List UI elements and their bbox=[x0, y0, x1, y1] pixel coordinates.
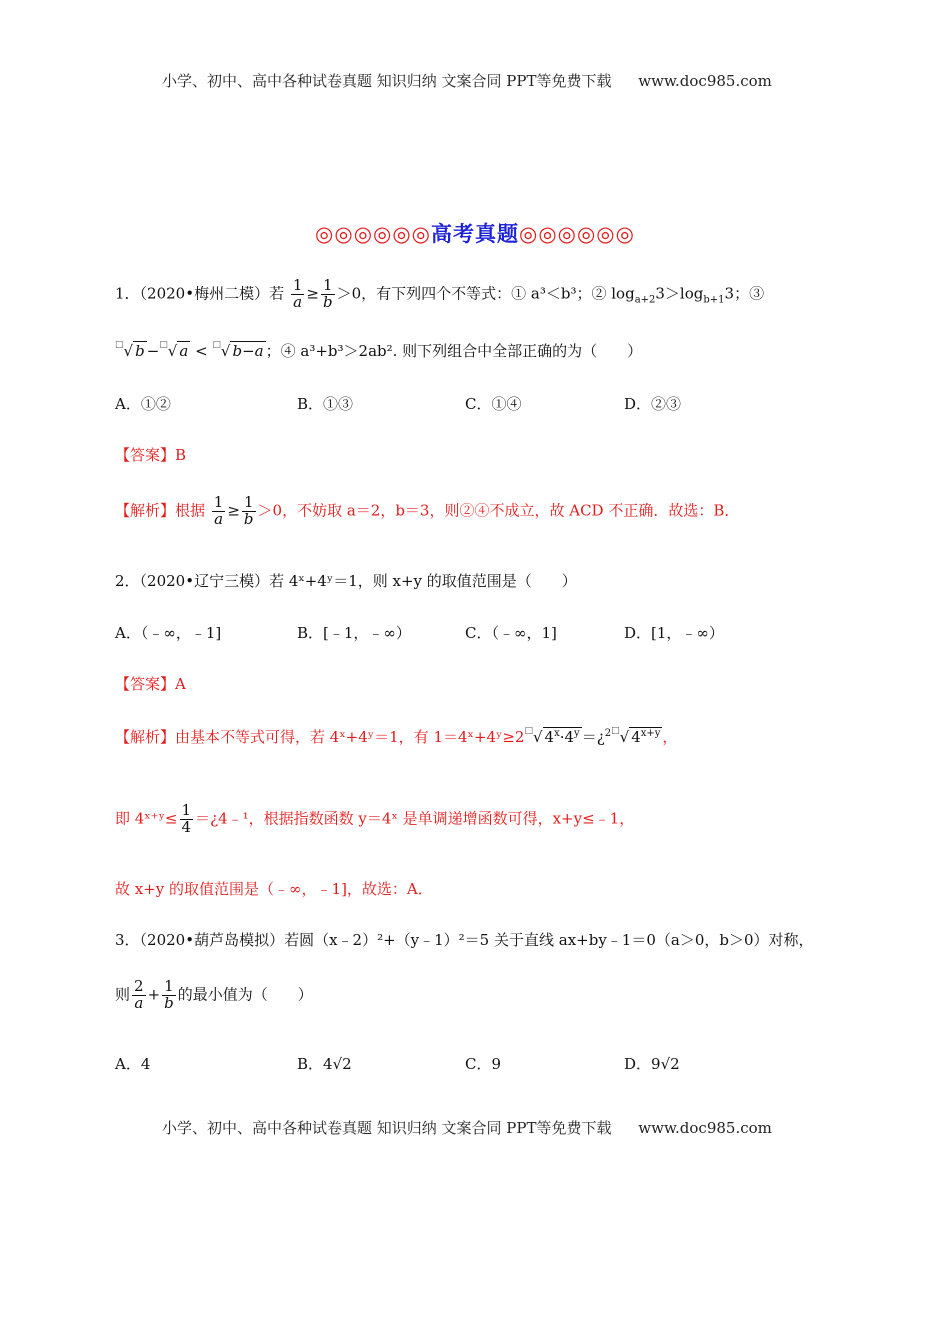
q1-analysis-tail: ＞0，不妨取 a＝2，b＝3，则②④不成立，故 ACD 不正确．故选：B． bbox=[257, 501, 740, 520]
q1-mid: ，有下列四个不等式：① a³＜b³；② log bbox=[361, 284, 635, 303]
page-header bbox=[162, 70, 772, 91]
q3-line2-head: 则 bbox=[115, 985, 131, 1004]
q1-option-a[interactable]: A．①② bbox=[115, 395, 171, 413]
q1-analysis-frac-a: $\frac{1}{a}$ bbox=[213, 493, 224, 528]
q1-option-d[interactable]: D．②③ bbox=[624, 395, 682, 413]
header-url[interactable]: www.doc985.com bbox=[638, 72, 772, 90]
q2-answer: 【答案】A bbox=[115, 675, 186, 693]
section-title bbox=[0, 218, 950, 248]
q1-option-b[interactable]: B．①③ bbox=[297, 395, 354, 413]
q2-analysis2-tail: ＝¿4﹣¹，根据指数函数 y＝4ˣ 是单调递增函数可得，x+y≤﹣1， bbox=[195, 809, 635, 828]
q1-frac-1b: $\frac{1}{b}$ bbox=[322, 276, 333, 311]
q2-option-d[interactable]: D．[1，﹣∞） bbox=[624, 624, 724, 642]
q3-option-a[interactable]: A．4 bbox=[115, 1055, 151, 1073]
title-right-marks: ◎◎◎◎◎◎ bbox=[519, 222, 635, 246]
q1-line1: 1．（2020•梅州二模）若 $\frac{1}{a}$ ≥ $\frac{1}{b}$ ＞0，有下列四个不等式：① a³＜b³；② $\log_{a+2}3>\log_{b+1}3$；③ bbox=[115, 276, 765, 311]
q3-option-c[interactable]: C．9 bbox=[465, 1055, 502, 1073]
q2-analysis-line3: 故 x+y 的取值范围是（﹣∞，﹣1]，故选：A． bbox=[115, 880, 433, 898]
q2-analysis1: 【解析】由基本不等式可得，若 4ˣ+4ʸ＝1，有 1＝4ˣ+4ʸ≥2 bbox=[115, 728, 525, 746]
q1-intro: 1．（2020•梅州二模）若 bbox=[115, 284, 285, 303]
q2-analysis-line1: 【解析】由基本不等式可得，若 4ˣ+4ʸ＝1，有 1＝4ˣ+4ʸ≥2□√ $4^x\cdot 4^y$ ＝¿$^{2□}$√ $4^{x+y}$ ， bbox=[115, 726, 678, 746]
q2-analysis2-head: 即 4ˣ⁺ʸ≤ bbox=[115, 809, 178, 828]
footer-url[interactable]: www.doc985.com bbox=[638, 1119, 772, 1137]
q3-line2: 则 $\frac{2}{a}$ + $\frac{1}{b}$ 的最小值为（ ） bbox=[115, 977, 313, 1012]
title-left-marks: ◎◎◎◎◎◎ bbox=[315, 222, 431, 246]
q1-option-c[interactable]: C．①④ bbox=[465, 395, 522, 413]
q3-frac-2a: $\frac{2}{a}$ bbox=[134, 977, 144, 1012]
q3-frac-1b: $\frac{1}{b}$ bbox=[164, 977, 174, 1012]
q1-answer: 【答案】B bbox=[115, 446, 187, 464]
q1-analysis-frac-b: $\frac{1}{b}$ bbox=[243, 493, 254, 528]
q2-root-expr: □√ $4^x\cdot 4^y$ ＝¿$^{2□}$√ $4^{x+y}$ bbox=[524, 726, 661, 746]
page-footer bbox=[162, 1117, 772, 1138]
q3-option-b[interactable]: B．4√2 bbox=[297, 1055, 352, 1073]
q3-option-d[interactable]: D．9√2 bbox=[624, 1055, 680, 1073]
q1-analysis: 【解析】根据 $\frac{1}{a}$ ≥ $\frac{1}{b}$ ＞0，不妨取 a＝2，b＝3，则②④不成立，故 ACD 不正确．故选：B． bbox=[115, 493, 740, 528]
q1-tail: 3；③ bbox=[724, 284, 765, 303]
q3-line2-tail: 的最小值为（ ） bbox=[177, 985, 313, 1004]
q2-frac-quarter: $\frac{1}{4}$ bbox=[181, 801, 192, 836]
header-text: 小学、初中、高中各种试卷真题 知识归纳 文案合同 PPT等免费下载 bbox=[162, 72, 612, 90]
q3-stem: 3．（2020•葫芦岛模拟）若圆（x﹣2）²+（y﹣1）²＝5 关于直线 ax+by﹣1＝0（a＞0，b＞0）对称， bbox=[115, 931, 814, 949]
q2-option-a[interactable]: A．（﹣∞，﹣1] bbox=[115, 624, 222, 642]
q1-root-expr: □√ b −□√ a < □√ b−a bbox=[115, 340, 264, 360]
q2-option-c[interactable]: C．（﹣∞，1] bbox=[465, 624, 557, 642]
q2-stem: 2．（2020•辽宁三模）若 4ˣ+4ʸ＝1，则 x+y 的取值范围是（ ） bbox=[115, 572, 577, 590]
q1-analysis-prefix: 【解析】根据 bbox=[115, 501, 206, 520]
q1-line2-tail: ；④ a³+b³＞2ab². 则下列组合中全部正确的为（ ） bbox=[265, 342, 643, 360]
footer-text: 小学、初中、高中各种试卷真题 知识归纳 文案合同 PPT等免费下载 bbox=[162, 1119, 612, 1137]
q2-option-b[interactable]: B．[﹣1，﹣∞） bbox=[297, 624, 411, 642]
q1-frac-1a: $\frac{1}{a}$ bbox=[292, 276, 303, 311]
q1-line2 bbox=[115, 340, 642, 361]
q2-analysis-line2 bbox=[115, 803, 634, 836]
title-label: 高考真题 bbox=[431, 222, 519, 246]
